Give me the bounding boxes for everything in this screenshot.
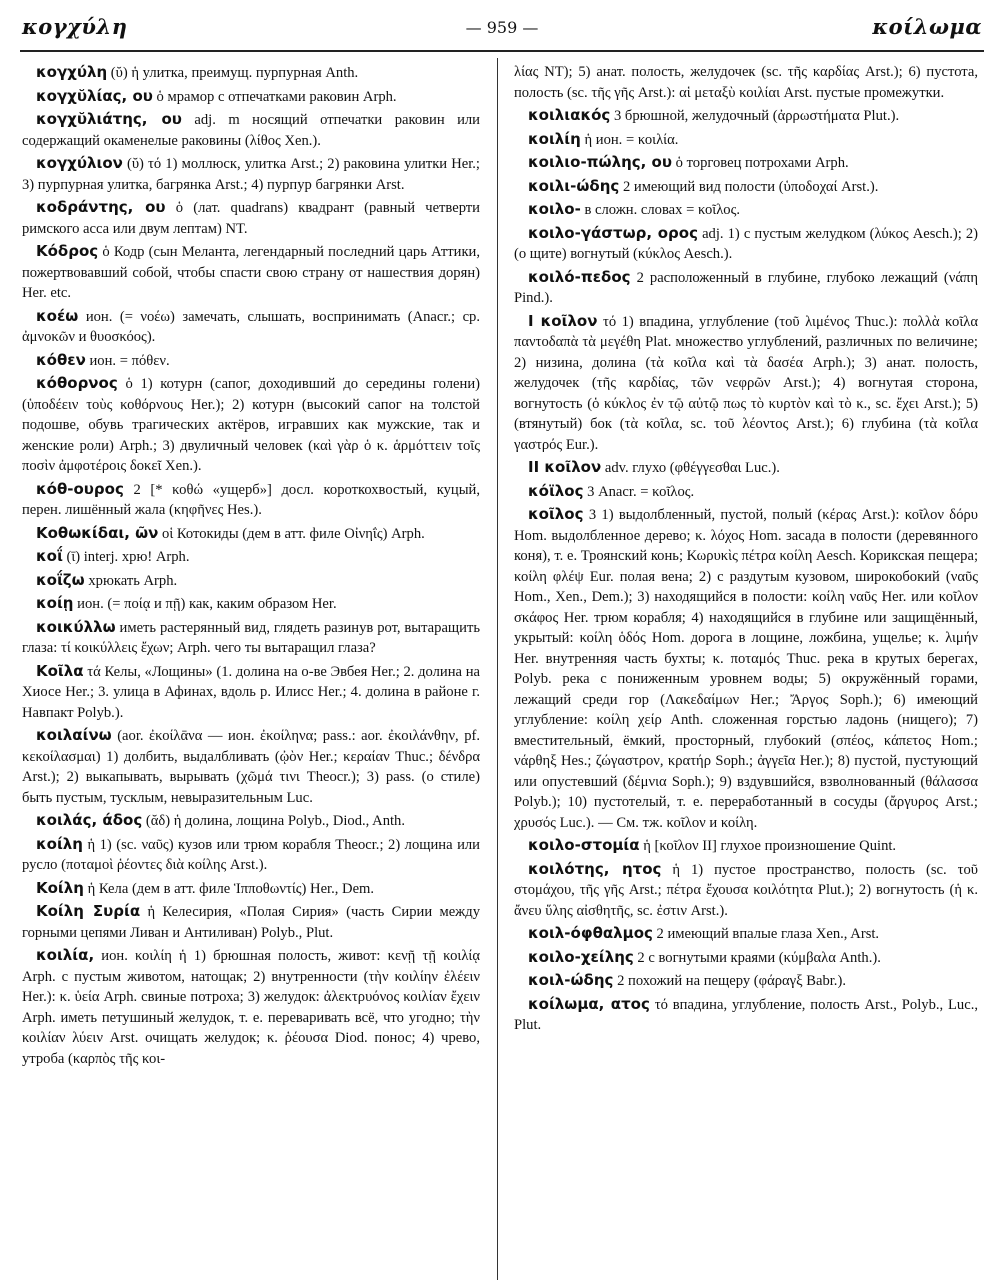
running-head-right: κοίλωμα [872, 14, 982, 39]
entry-headword: κοιλο- [528, 200, 581, 218]
dictionary-entry [514, 62, 978, 103]
entry-definition: τά Келы, «Лощины» (1. долина на о-ве Эвбея Her.; 2. долина на Хиосе Her.; 3. улица в Афинах, вдоль р. Илисс Her.; 4. долина в районе г. Навпакт Polyb.). [22, 663, 480, 721]
entry-definition: adv. глухо (φθέγγεσθαι Luc.). [601, 460, 780, 476]
dictionary-entry [22, 901, 480, 943]
entry-definition: ион. = πόθεν. [85, 352, 170, 369]
dictionary-entry [22, 109, 480, 151]
entry-definition: иметь растерянный вид, глядеть разинув рот, вытаращить глаза: τί κοικύλλεις ἔχων; Arph. чего ты вытаращил глаза? [22, 619, 480, 656]
dictionary-entry [514, 994, 978, 1036]
dictionary-entry [22, 62, 480, 84]
entry-headword: κογχῠλιάτης, ου [36, 110, 182, 128]
entry-definition: 3 1) выдолбленный, пустой, полый (κέρας Arst.): κοῖλον δόρυ Hom. выдолбленное дерево; κ. λόχος Hom. засада в полости (деревянного коня), т. е. Троянский конь; Κωρυκὶς πέτρα κοίλη Aesch. Корикская пещера; κοίλη φλέψ Eur. полая вена; 2) с раздутым кузовом, широкобокий (ναῦς Hom., Xen., Dem.); 3) находящийся в полости: κοίλη ναῦς Her. или κοῖλον σκάφος Her. трюм корабля; 4) находящийся в глубине или защищённый, укрытый: κοίλη ὁδός Hom. дорога в лощине, ложбина, ущелье; κ. λιμήν Her. внутренняя часть бухты; κ. ποταμός Thuc. река в крутых берегах, Polyb. река с пониженным уровнем воды; 5) окружённый горами, лежащий среди гор (Λακεδαίμων Her.; Ἄργος Soph.); 6) имеющий углубление: κοίλη χείρ Anth. сложенная горстью ладонь (нищего); 7) вместительный, ёмкий, просторный, глубокий (σπέος, κάπετος Hom.; νάρθηξ Hes.; ζώγαστρον, κρατήρ Soph.; ἀγγεῖα Her.); 8) пустой, пустующий или опустевший (δέμνια Soph.); 9) вздувшийся, взволнованный (θάλασσα Polyb.); 10) пустотелый, т. е. переработанный в сосуды (ἄργυρος Arst.; χρυσός Luc.). — См. тж. κοῖλον и κοίλη. [514, 507, 978, 831]
entry-definition: ἡ 1) пустое пространство, полость (sc. τοῦ στομάχου, τῆς γῆς Arst.; πέτρα ἔχουσα κοιλότητα Plut.); 2) вогнутость (ἡ κ. ἄνευ ὕλης αἰσθητῆς, sc. ἐστιν Arst.). [514, 861, 978, 919]
entry-definition: ион. κοιλίη ἡ 1) брюшная полость, живот: κενῇ τῇ κοιλίᾳ Arph. с пустым животом, натощак; 2) внутренности (τὴν κοιλίην ἐλέειν Her.): κ. ὑεία Arph. свиные потроха; 3) желудок: ἀλεκτρυόνος κοιλίαν ἔχειν Arph. иметь петушиный желудок, т. е. переваривать всё, что угодно; τὴν κοιλίαν λύειν Arst. очищать желудок; κ. ῥέουσα Diod. понос; 4) чрево, утроба (καρπὸς τῆς κοι- [22, 948, 480, 1067]
entry-headword: κοιλό-πεδος [528, 267, 631, 286]
entry-definition: ἡ ион. = κοιλία. [580, 131, 679, 148]
left-column [22, 62, 480, 1277]
entry-headword: Κοίλη [36, 878, 84, 897]
dictionary-entry [22, 479, 480, 521]
column-divider [497, 58, 498, 1280]
dictionary-entry [514, 481, 978, 503]
entry-definition: λίας NT); 5) анат. полость, желудочек (sc. τῆς καρδίας Arst.); 6) пустота, полость (sc. τῆς γῆς Arst.): αἱ μεταξὺ κοιλίαι Arst. пустые промежутки. [514, 64, 978, 101]
dictionary-entry [22, 306, 480, 348]
entry-definition: ἡ Келесирия, «Полая Сирия» (часть Сирии между горными цепями Ливан и Антиливан) Polyb., Plut. [22, 904, 480, 941]
entry-headword: κοιλότης, ητος [528, 859, 662, 878]
header-rule [20, 50, 984, 52]
entry-definition: τό впадина, углубление, полость Arst., Polyb., Luc., Plut. [514, 996, 978, 1033]
entry-definition: (ᾰδ) ἡ долина, лощина Polyb., Diod., Anth. [142, 813, 405, 829]
entry-definition: 3 Anacr. = κοῖλος. [583, 483, 695, 500]
dictionary-entry [514, 923, 978, 945]
dictionary-entry [22, 593, 480, 615]
entry-definition: (ῠ) τό 1) моллюск, улитка Arst.; 2) раковина улитки Her.; 3) пурпурная улитка, багрянка Arst.; 4) пурпур багрянки Arst. [22, 156, 480, 193]
entry-headword: κοιλ-ώδης [528, 971, 614, 989]
entry-definition: ὁ (лат. quadrans) квадрант (равный четверти римского асса или двум лептам) NT. [22, 200, 480, 237]
entry-headword: κόθεν [36, 350, 86, 369]
entry-headword: κοιλία, [36, 946, 95, 964]
dictionary-entry [22, 523, 480, 545]
entry-headword: Κόδρος [36, 242, 99, 260]
dictionary-entry [514, 129, 978, 151]
entry-headword: κογχύλιον [36, 154, 123, 172]
entry-headword: κοιλαίνω [36, 726, 112, 744]
entry-headword: κόθορνος [36, 374, 118, 392]
dictionary-entry [22, 661, 480, 724]
entry-definition: (aor. ἐκοίλᾱνα — ион. ἐκοίληνα; pass.: aor. ἐκοιλάνθην, pf. κεκοίλασμαι) 1) долбить, выдалбливать (ᾠὸν Her.; κεραίαν Thuc.; δένδρα Arst.); 2) выкапывать, вырывать (χῶμά τινι Theocr.); 3) pass. (о стиле) быть пустым, тусклым, невыразительным Luc. [22, 728, 480, 806]
entry-definition: adj. 1) с пустым желудком (λύκος Aesch.); 2) (о щите) вогнутый (κύκλος Aesch.). [514, 225, 978, 262]
entry-definition: ион. (= νοέω) замечать, слышать, воспринимать (Anacr.; ср. ἀμνοκῶν и θυοσκόος). [22, 308, 480, 345]
dictionary-entry [22, 241, 480, 304]
page-header [22, 14, 982, 44]
dictionary-entry [22, 945, 480, 1069]
dictionary-entry [22, 617, 480, 659]
dictionary-entry [22, 810, 480, 832]
dictionary-entry [22, 373, 480, 477]
entry-definition: 2 расположенный в глубине, глубоко лежащий (νάπη Pind.). [514, 269, 978, 306]
dictionary-entry [514, 947, 978, 969]
dictionary-entry [22, 834, 480, 876]
entry-headword: κοέω [36, 306, 79, 325]
dictionary-entry [514, 152, 978, 174]
dictionary-entry [22, 570, 480, 592]
entry-definition: (ῑ) interj. хрю! Arph. [62, 549, 190, 565]
entry-definition: 3 брюшной, желудочный (ἀρρωστήματα Plut.). [610, 108, 900, 124]
entry-definition: 2 с вогнутыми краями (κύμβαλα Anth.). [633, 949, 881, 966]
entry-headword: κοιλιακός [528, 106, 611, 124]
entry-definition: οἱ Котокиды (дем в атт. филе Οἰνηΐς) Arph. [158, 525, 425, 542]
entry-definition: 2 похожий на пещеру (φάραγξ Babr.). [613, 973, 846, 989]
entry-definition: ὁ Кодр (сын Меланта, легендарный последний царь Аттики, пожертвовавший собой, чтобы спасти свою страну от нашествия дорян) Her. etc. [22, 244, 480, 301]
entry-definition: в сложн. словах = κοῖλος. [580, 202, 741, 218]
entry-headword: I κοῖλον [528, 311, 598, 330]
dictionary-entry [22, 878, 480, 900]
entry-definition: хрюкать Arph. [84, 572, 178, 589]
entry-definition: ἡ 1) (sc. ναῦς) кузов или трюм корабля Theocr.; 2) лощина или русло (ποταμοὶ ῥέοντες διὰ κοίλης Arst.). [22, 836, 480, 873]
entry-headword: κοιλο-στομία [528, 836, 640, 854]
entry-definition: ἡ [κοῖλον II] глухое произношение Quint. [639, 838, 897, 854]
dictionary-entry [514, 859, 978, 922]
entry-headword: κογχύλη [36, 63, 108, 81]
entry-headword: Κοίλη Συρία [36, 902, 141, 920]
dictionary-entry [514, 311, 978, 456]
entry-headword: κοίλωμα, ατος [528, 994, 650, 1013]
entry-headword: κογχῠλίας, ου [36, 86, 153, 105]
entry-definition: 2 имеющий вид полости (ὑποδοχαί Arst.). [619, 178, 879, 195]
entry-definition: ὁ торговец потрохами Arph. [672, 155, 849, 171]
entry-headword: κοιλο-χείλης [528, 947, 634, 966]
dictionary-entry [514, 504, 978, 833]
dictionary-entry [22, 350, 480, 372]
entry-headword: κοιλι-ώδης [528, 176, 620, 195]
entry-headword: κοίῃ [36, 594, 74, 612]
entry-headword: κόϊλος [528, 481, 584, 500]
entry-definition: 2 [* κοθώ «ущерб»] досл. короткохвостый, куцый, перен. лишённый жала (κηφῆνες Hes.). [22, 481, 480, 518]
dictionary-entry [514, 199, 978, 221]
right-column [514, 62, 978, 1277]
entry-headword: κοΐ [36, 547, 63, 565]
entry-definition: (ῠ) ἡ улитка, преимущ. пурпурная Anth. [107, 65, 359, 81]
entry-definition: τό 1) впадина, углубление (τοῦ λιμένος Thuc.): πολλὰ κοῖλα παντοδαπὰ τὰ μεγέθη Plat. множество углублений, различных по величине; 2) низина, долина (τὰ κοῖλα καὶ τὰ δασέα Arph.); 3) анат. полость, желудочек (τῆς καρδίας, τῶν νεφρῶν Arst.); 4) вогнутая сторона, вогнутость (ὁ κύκλος ἐν τῷ αὐτῷ πως τὸ κυρτὸν καὶ τὸ κ., sc. ἔχει Arst.); 5) (втянутый) бок (τὰ κοῖλα, sc. τοῦ λέοντος Arst.); 6) глубина (τὰ κοῖλα γαστρός Eur.). [514, 313, 978, 453]
entry-definition: ὁ 1) котурн (сапог, доходивший до середины голени) (ὑποδέειν τοὺς κοθόρνους Her.); 2) котурн (высокий сапог на толстой подошве, обувь трагических актёров, игравших как мужские, так и женские роли) Arph.; 3) двуличный человек (καὶ γὰρ ὁ κ. ἁρμόττειν τοῖς ποσὶν ἀμφοτέροις δοκεῖ Xen.). [22, 376, 480, 474]
entry-headword: κοιλάς, άδος [36, 811, 143, 829]
entry-headword: II κοῖλον [528, 458, 602, 476]
dictionary-entry [22, 197, 480, 239]
dictionary-entry [514, 457, 978, 479]
dictionary-entry [514, 105, 978, 127]
entry-headword: κοίλη [36, 834, 83, 853]
entry-definition: ὁ мрамор с отпечатками раковин Arph. [152, 88, 397, 105]
entry-headword: κοιλ-όφθαλμος [528, 924, 653, 942]
dictionary-entry [22, 546, 480, 568]
entry-headword: κοῖλος [528, 505, 584, 523]
dictionary-entry [22, 725, 480, 808]
entry-headword: κοιλο-γάστωρ, ορος [528, 223, 698, 242]
dictionary-entry [514, 970, 978, 992]
dictionary-entry [22, 86, 480, 108]
dictionary-entry [22, 153, 480, 195]
entry-headword: κοΐζω [36, 570, 85, 589]
entry-definition: ἡ Кела (дем в атт. филе Ἱπποθωντίς) Her., Dem. [83, 880, 375, 897]
page-number: — 959 — [465, 18, 539, 37]
entry-definition: adj. m носящий отпечатки раковин или содержащий окаменелые раковины (λίθος Xen.). [22, 112, 480, 149]
entry-headword: κοιλίη [528, 129, 581, 148]
dictionary-entry [514, 176, 978, 198]
entry-headword: κοιλιο-πώλης, ου [528, 153, 672, 171]
entry-headword: κόθ-ουρος [36, 479, 124, 498]
dictionary-entry [514, 835, 978, 857]
entry-headword: κοικύλλω [36, 617, 116, 636]
entry-headword: κοδράντης, ου [36, 198, 166, 216]
entry-headword: Κοῖλα [36, 661, 84, 680]
dictionary-entry [514, 267, 978, 309]
entry-definition: ион. (= ποίᾳ и πῇ) как, каким образом Her. [73, 596, 337, 612]
running-head-left: κογχύλη [22, 14, 128, 39]
entry-definition: 2 имеющий впалые глаза Xen., Arst. [652, 926, 880, 942]
entry-headword: Κοθωκίδαι, ῶν [36, 523, 159, 542]
dictionary-entry [514, 223, 978, 265]
